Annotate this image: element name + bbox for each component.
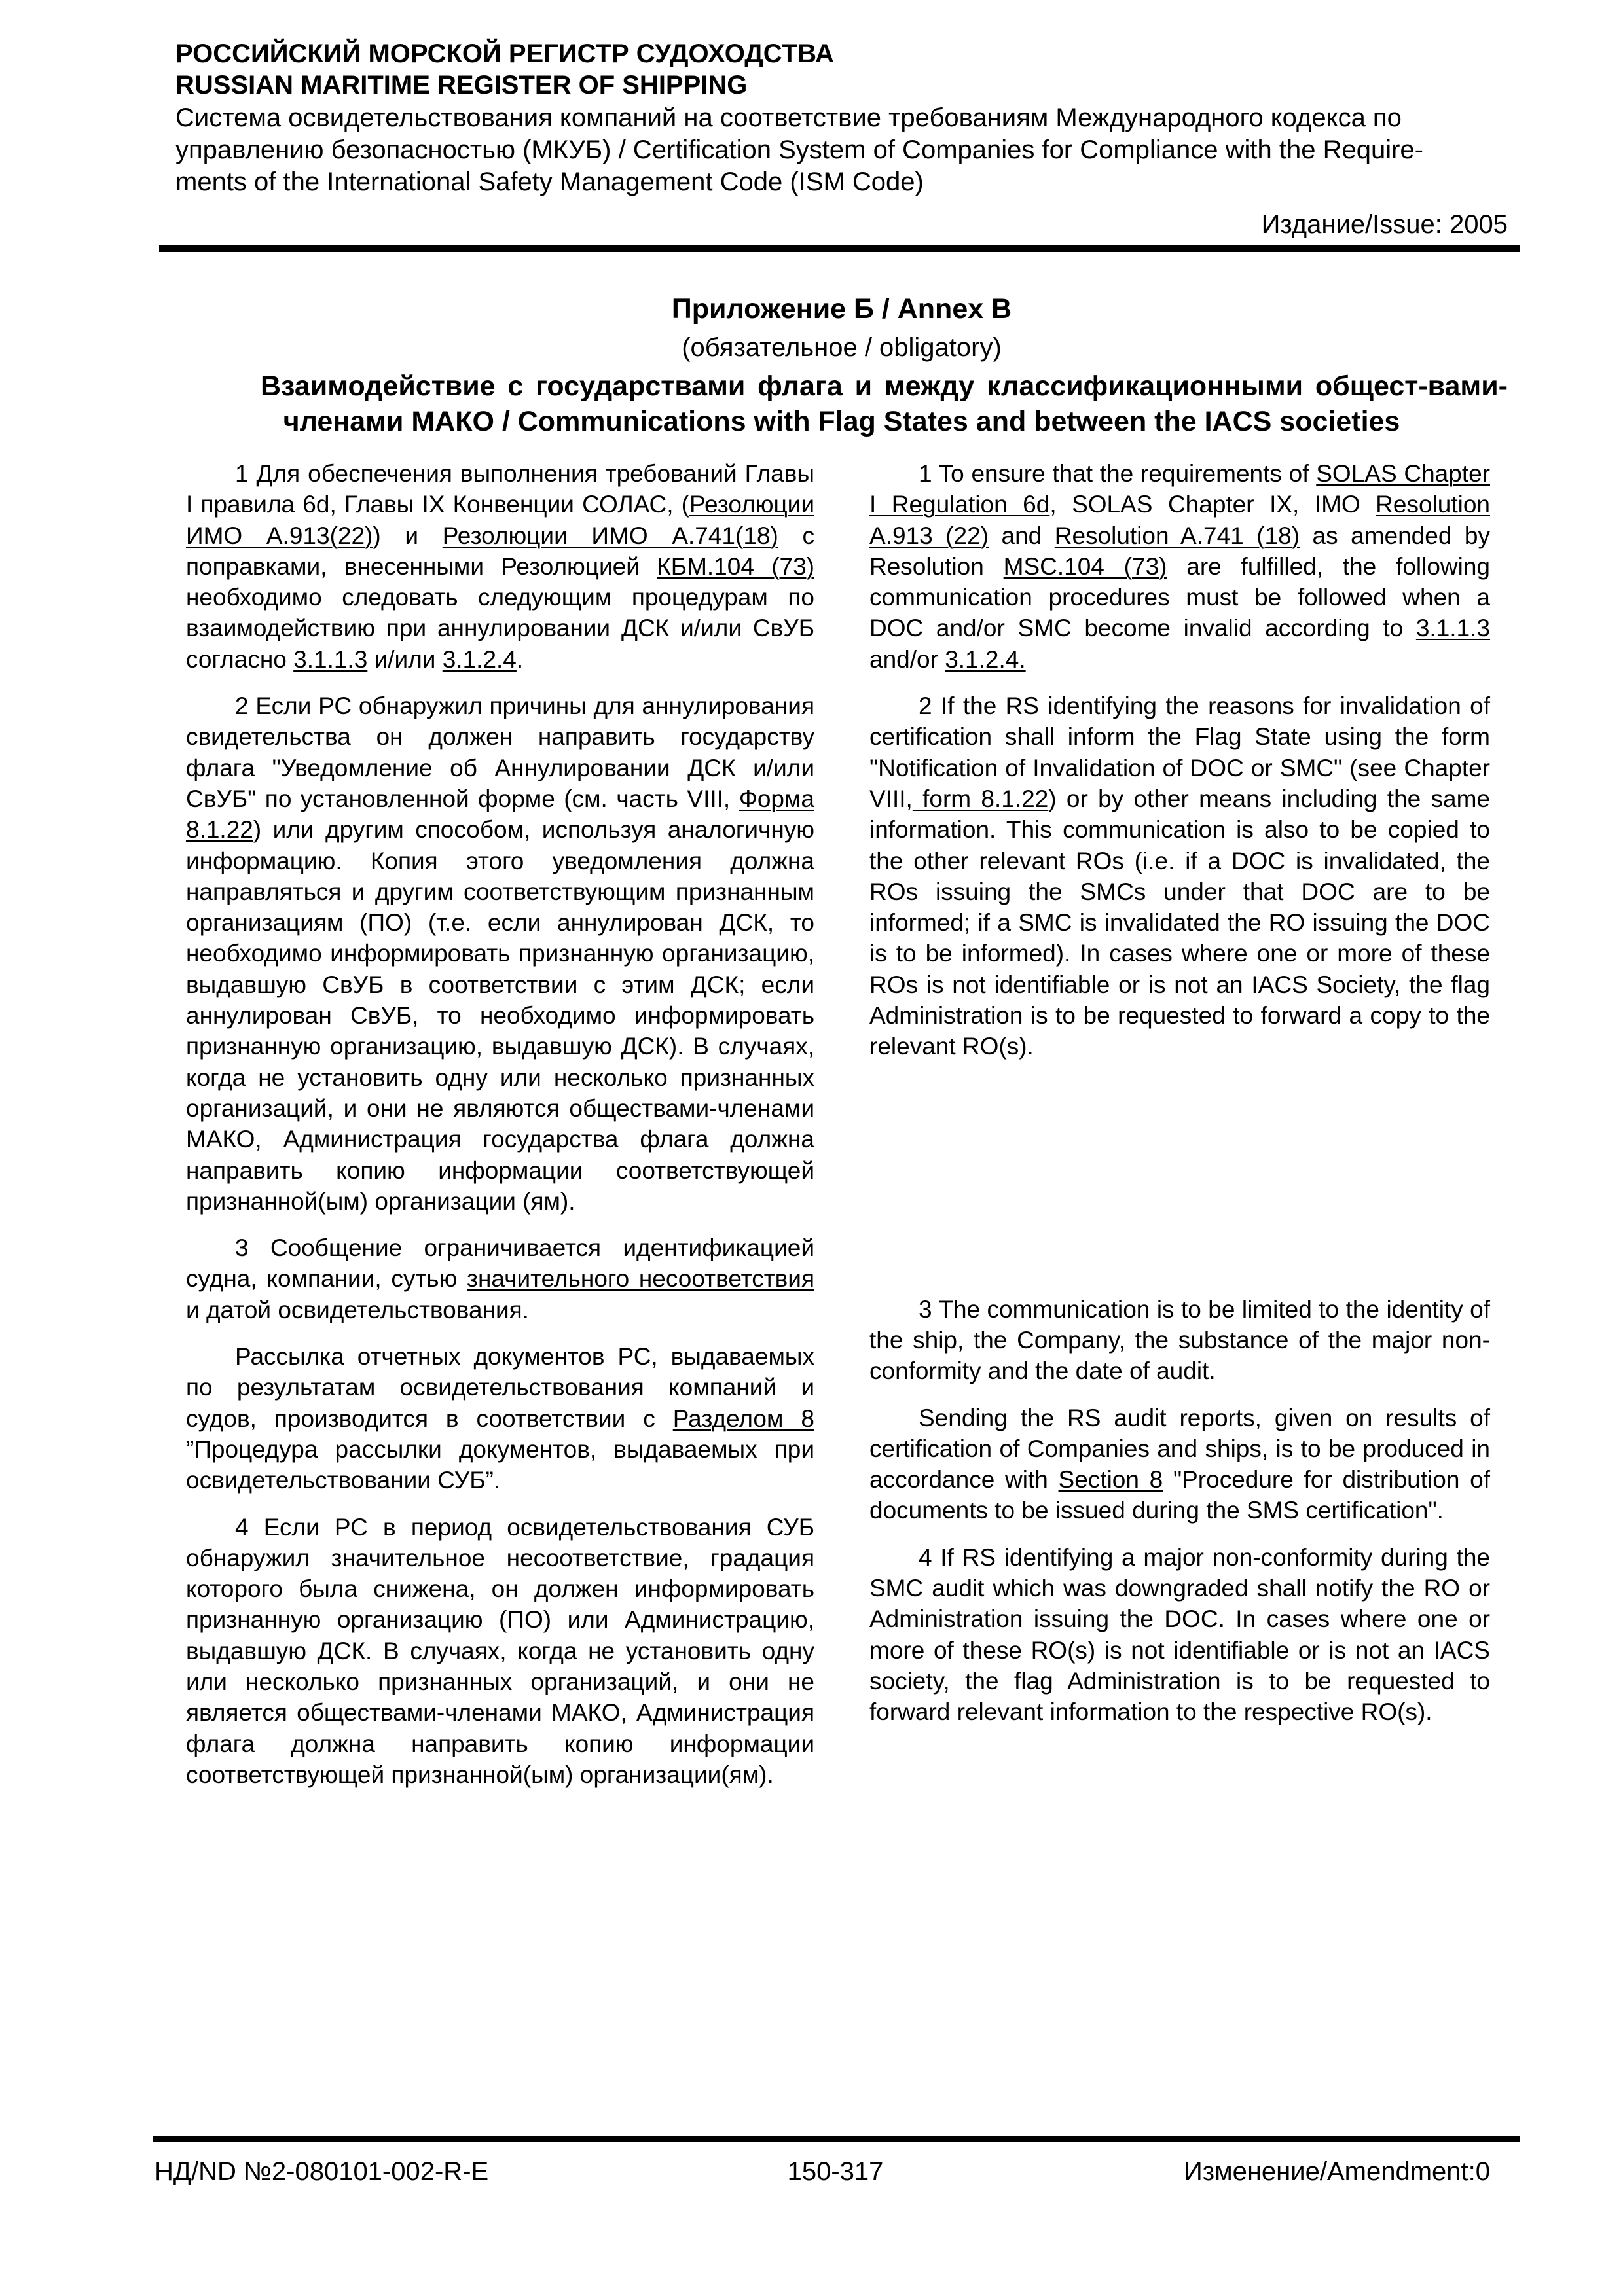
reference-link[interactable]: Резолюции ИМО А.741(18)	[442, 522, 778, 549]
paragraph-ru-2: 2 Если РС обнаружил причины для аннулирования свидетельства он должен направить государству флага "Уведомление об Аннулировании ДСК и/или СвУБ" по установленной форме (см. часть VIII, Форма 8.1.22) или другим способом, используя аналогичную информацию. Копия этого уведомления должна направляться и другим соответствующим признанным организациям (ПО) (т.е. если аннулирован ДСК, то необходимо информировать признанную организацию, выдавшую СвУБ в соответствии с этим ДСК; если аннулирован СвУБ, то необходимо информировать признанную организацию, выдавшую ДСК). В случаях, когда не установить одну или несколько признанных организаций, и они не являются обществами-членами МАКО, Администрация государства флага должна направить копию информации соответствующей признанной(ым) организации (ям).	[186, 692, 814, 1215]
reference-link[interactable]: значительного несоответствия	[467, 1265, 815, 1293]
russian-column	[186, 458, 814, 1790]
reference-link[interactable]: Разделом 8	[672, 1405, 814, 1432]
reference-link[interactable]: Форма 8.1.22	[186, 785, 814, 844]
amendment-label: Изменение/Amendment:0	[1184, 2157, 1490, 2186]
reference-link[interactable]: 3.1.2.4.	[945, 645, 1026, 673]
reference-link[interactable]: 3.1.1.3	[1415, 615, 1490, 642]
issue-label: Издание/Issue: 2005	[1261, 210, 1508, 239]
reference-link[interactable]: Resolution A.913 (22)	[869, 491, 1490, 549]
org-name-en: RUSSIAN MARITIME REGISTER OF SHIPPING	[175, 71, 748, 99]
annex-title-block	[175, 291, 1508, 439]
system-title	[175, 102, 1508, 198]
system-title-line: Система освидетельствования компаний на соответствие требованиям Международного кодекса по	[175, 103, 1402, 132]
reference-link[interactable]: Resolution A.741 (18)	[1054, 522, 1300, 549]
reference-link[interactable]: MSC.104 (73)	[1003, 552, 1167, 580]
annex-heading: Взаимодействие с государствами флага и между классификационными общест-вами-членами МАКО / Communications with Flag States and between the IACS societies	[261, 370, 1508, 437]
system-title-line: управлению безопасностью (МКУБ) / Certification System of Companies for Compliance with the Require-	[175, 135, 1423, 164]
footer-divider	[153, 2136, 1520, 2142]
paragraph-en-5: 4 If RS identifying a major non-conformity during the SMC audit which was downgraded shall notify the RO or Administration issuing the DOC. In cases where one or more of these RO(s) is not identifiable or is not an IACS society, the flag Administration is to be requested to forward relevant information to the respective RO(s).	[869, 1543, 1490, 1726]
paragraph-ru-4: Рассылка отчетных документов РС, выдаваемых по результатам освидетельствования компаний и судов, производится в соответствии с Разделом 8 ”Процедура рассылки документов, выдаваемых при освидетельствовании СУБ”.	[186, 1343, 814, 1494]
paragraph-ru-5: 4 Если РС в период освидетельствования СУБ обнаружил значительное несоответствие, градация которого была снижена, он должен информировать признанную организацию (ПО) или Администрацию, выдавшую ДСК. В случаях, когда не установить одну или несколько признанных организаций, и они не является обществами-членами МАКО, Администрация флага должна направить копию информации соответствующей признанной(ым) организации(ям).	[186, 1513, 814, 1788]
reference-link[interactable]: Резолюции ИМО А.913(22)	[186, 491, 814, 549]
reference-link[interactable]: 3.1.1.3	[293, 645, 368, 673]
reference-link[interactable]: SOLAS Chapter I Regulation 6d	[869, 460, 1490, 518]
paragraph-en-4: Sending the RS audit reports, given on results of certification of Companies and ships, is to be produced in accordance with Section 8 "Procedure for distribution of documents to be issued during the SMS certification".	[869, 1404, 1490, 1524]
reference-link[interactable]: Section 8	[1058, 1466, 1163, 1494]
annex-title: Приложение Б / Annex B	[671, 293, 1012, 325]
english-column	[869, 458, 1490, 1728]
document-number: НД/ND №2-080101-002-R-E	[155, 2157, 489, 2186]
system-title-line: ments of the International Safety Management Code (ISM Code)	[175, 168, 924, 196]
annex-status: (обязательное / obligatory)	[682, 333, 1002, 362]
document-header	[175, 38, 1508, 240]
paragraph-en-2: 2 If the RS identifying the reasons for invalidation of certification shall inform the Flag State using the form "Notification of Invalidation of DOC or SMC" (see Chapter VIII, form 8.1.22) or by other means including the same information. This communication is also to be copied to the other relevant ROs (i.e. if a DOC is invalidated, the ROs issuing the SMCs under that DOC are to be informed; if a SMC is invalidated the RO issuing the DOC is to be informed). In cases where one or more of these ROs is not identifiable or is not an IACS Society, the flag Administration is to be requested to forward a copy to the relevant RO(s).	[869, 692, 1490, 1060]
reference-link[interactable]: form 8.1.22	[912, 785, 1049, 812]
reference-link[interactable]: 3.1.2.4	[442, 645, 517, 673]
org-name-ru: РОССИЙСКИЙ МОРСКОЙ РЕГИСТР СУДОХОДСТВА	[175, 39, 834, 68]
reference-link[interactable]: КБМ.104 (73)	[657, 552, 815, 580]
header-divider	[159, 245, 1520, 252]
paragraph-ru-3: 3 Сообщение ограничивается идентификацией судна, компании, сутью значительного несоответствия и датой освидетельствования.	[186, 1234, 815, 1323]
paragraph-ru-1: 1 Для обеспечения выполнения требований Главы I правила 6d, Главы IX Конвенции СОЛАС, (Резолюции ИМО А.913(22)) и Резолюции ИМО А.741(18) с поправками, внесенными Резолюцией КБМ.104 (73) необходимо следовать следующим процедурам по взаимодействию при аннулировании ДСК и/или СвУБ согласно 3.1.1.3 и/или 3.1.2.4.	[186, 460, 815, 673]
paragraph-en-1: 1 To ensure that the requirements of SOLAS Chapter I Regulation 6d, SOLAS Chapter IX, IMO Resolution A.913 (22) and Resolution A.741 (18) as amended by Resolution MSC.104 (73) are fulfilled, the following communication procedures must be followed when a DOC and/or SMC become invalid according to 3.1.1.3 and/or 3.1.2.4.	[869, 460, 1491, 673]
page-number: 150-317	[787, 2157, 884, 2186]
paragraph-en-3: 3 The communication is to be limited to the identity of the ship, the Company, the substance of the major non-conformity and the date of audit.	[869, 1295, 1490, 1385]
